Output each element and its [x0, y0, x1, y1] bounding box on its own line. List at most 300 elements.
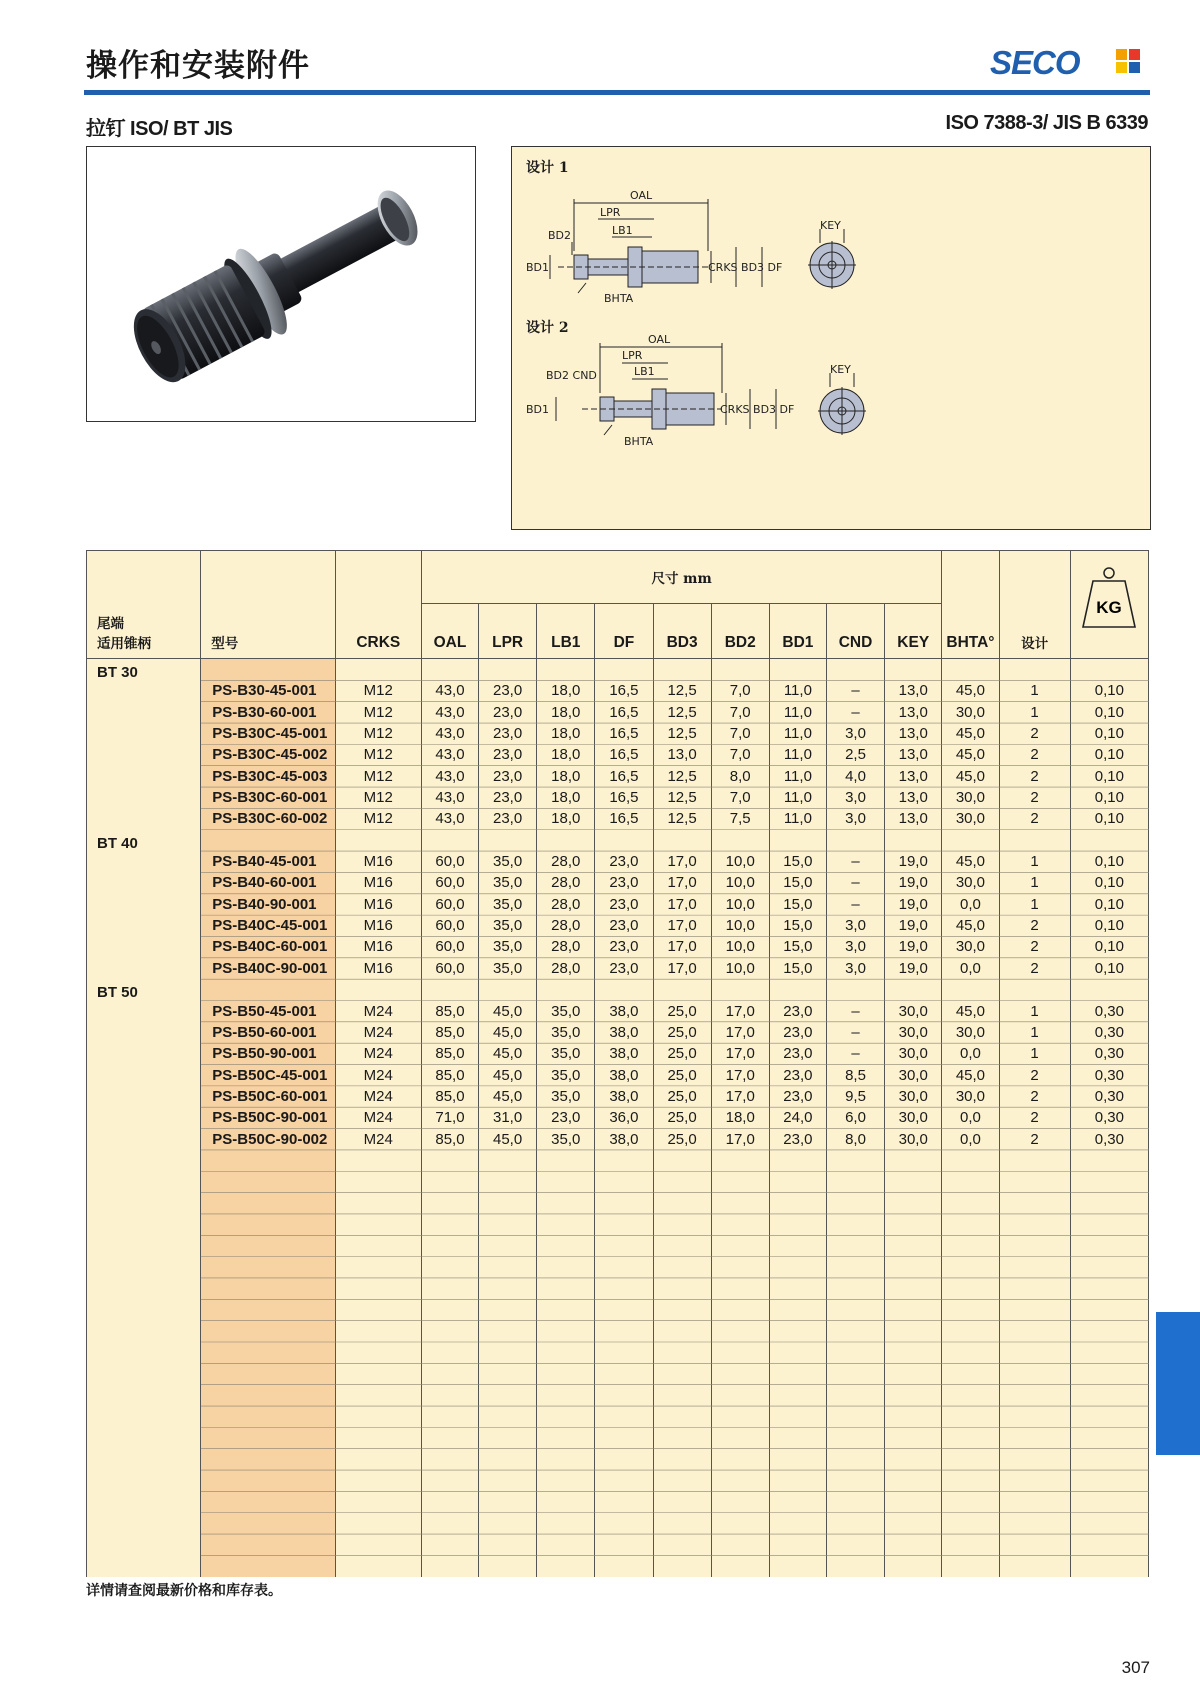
spec-table-wrap	[86, 550, 1149, 1574]
value-cell: 0,0	[942, 958, 999, 979]
empty-row	[87, 1193, 1149, 1214]
value-cell: 30,0	[885, 1086, 942, 1107]
empty-row	[87, 1491, 1149, 1512]
empty-cell	[201, 1449, 335, 1470]
value-cell: 2	[999, 744, 1070, 765]
empty-cell	[769, 1193, 826, 1214]
value-cell: 35,0	[479, 958, 537, 979]
value-cell: 15,0	[769, 915, 826, 936]
value-cell: 7,5	[711, 808, 769, 829]
value-cell: 24,0	[769, 1107, 826, 1128]
col-group-dims: 尺寸 mm	[421, 551, 941, 604]
value-cell: 23,0	[769, 1043, 826, 1064]
value-cell: 1	[999, 1022, 1070, 1043]
empty-cell	[595, 1491, 653, 1512]
empty-cell	[885, 979, 942, 1000]
empty-cell	[711, 1555, 769, 1576]
empty-cell	[1070, 1342, 1148, 1363]
empty-cell	[711, 979, 769, 1000]
value-cell: 23,0	[537, 1107, 595, 1128]
value-cell: 35,0	[479, 936, 537, 957]
value-cell: 45,0	[942, 766, 999, 787]
empty-cell	[479, 1513, 537, 1534]
empty-cell	[769, 1321, 826, 1342]
value-cell: 60,0	[421, 936, 478, 957]
value-cell: 60,0	[421, 958, 478, 979]
empty-cell	[201, 1278, 335, 1299]
empty-cell	[826, 1235, 884, 1256]
value-cell: 0,0	[942, 1043, 999, 1064]
empty-cell	[942, 1299, 999, 1320]
empty-cell	[537, 1257, 595, 1278]
empty-row	[87, 1470, 1149, 1491]
svg-text:LPR: LPR	[622, 349, 643, 362]
value-cell: 0,30	[1070, 1043, 1148, 1064]
empty-cell	[595, 1513, 653, 1534]
empty-cell	[653, 1427, 711, 1448]
page-title: 操作和安装附件	[86, 48, 310, 84]
empty-cell	[653, 1470, 711, 1491]
empty-cell	[769, 1214, 826, 1235]
empty-cell	[537, 1235, 595, 1256]
value-cell: 17,0	[653, 936, 711, 957]
empty-cell	[87, 1555, 201, 1576]
empty-cell	[942, 1342, 999, 1363]
value-cell: 2	[999, 915, 1070, 936]
empty-cell	[201, 1363, 335, 1384]
value-cell: 13,0	[653, 744, 711, 765]
empty-cell	[87, 1427, 201, 1448]
empty-cell	[537, 1150, 595, 1171]
empty-cell	[999, 1171, 1070, 1192]
empty-cell	[479, 1363, 537, 1384]
empty-cell	[421, 1427, 478, 1448]
empty-cell	[1070, 659, 1148, 681]
spec-table	[86, 550, 1149, 1577]
value-cell: 7,0	[711, 680, 769, 701]
value-cell: 12,5	[653, 787, 711, 808]
value-cell: 4,0	[826, 766, 884, 787]
model-cell: PS-B30C-45-003	[201, 766, 335, 787]
model-cell: PS-B30C-60-002	[201, 808, 335, 829]
empty-row	[87, 1150, 1149, 1171]
empty-cell	[826, 1555, 884, 1576]
value-cell: 3,0	[826, 915, 884, 936]
value-cell: M24	[335, 1022, 421, 1043]
empty-cell	[711, 1321, 769, 1342]
empty-cell	[999, 1235, 1070, 1256]
value-cell: M12	[335, 766, 421, 787]
empty-cell	[711, 1385, 769, 1406]
value-cell: 45,0	[942, 1001, 999, 1022]
value-cell: 7,0	[711, 787, 769, 808]
empty-cell	[942, 1491, 999, 1512]
col-bhta: BHTA°	[942, 551, 999, 659]
table-row	[87, 744, 1149, 765]
value-cell: M24	[335, 1086, 421, 1107]
empty-cell	[421, 1470, 478, 1491]
value-cell: 35,0	[537, 1022, 595, 1043]
value-cell: 18,0	[537, 702, 595, 723]
value-cell: 23,0	[595, 915, 653, 936]
empty-cell	[711, 1299, 769, 1320]
value-cell: 11,0	[769, 702, 826, 723]
value-cell: 0,30	[1070, 1001, 1148, 1022]
empty-cell	[201, 1342, 335, 1363]
value-cell: 23,0	[595, 894, 653, 915]
value-cell: 38,0	[595, 1043, 653, 1064]
empty-row	[87, 1427, 1149, 1448]
value-cell: M12	[335, 744, 421, 765]
empty-cell	[826, 1214, 884, 1235]
value-cell: M16	[335, 915, 421, 936]
seco-logo	[990, 46, 1146, 80]
value-cell: 16,5	[595, 702, 653, 723]
value-cell: 85,0	[421, 1065, 478, 1086]
empty-cell	[421, 1342, 478, 1363]
empty-cell	[653, 1171, 711, 1192]
empty-cell	[421, 1321, 478, 1342]
value-cell: 15,0	[769, 872, 826, 893]
empty-cell	[479, 979, 537, 1000]
value-cell: M24	[335, 1129, 421, 1150]
pull-stud-drawing	[512, 147, 1150, 529]
section-standard: ISO 7388-3/ JIS B 6339	[945, 112, 1148, 134]
value-cell: 17,0	[711, 1043, 769, 1064]
value-cell: 1	[999, 872, 1070, 893]
empty-cell	[885, 1534, 942, 1555]
empty-cell	[942, 1406, 999, 1427]
empty-cell	[826, 1171, 884, 1192]
empty-cell	[537, 1321, 595, 1342]
table-body	[87, 659, 1149, 1577]
table-row	[87, 1043, 1149, 1064]
empty-cell	[479, 1257, 537, 1278]
empty-cell	[826, 1427, 884, 1448]
value-cell: 18,0	[711, 1107, 769, 1128]
empty-cell	[479, 1427, 537, 1448]
value-cell: 43,0	[421, 766, 478, 787]
empty-cell	[87, 1214, 201, 1235]
empty-cell	[595, 1406, 653, 1427]
table-row	[87, 1065, 1149, 1086]
empty-cell	[711, 1278, 769, 1299]
value-cell: 35,0	[537, 1086, 595, 1107]
value-cell: 35,0	[479, 872, 537, 893]
empty-row	[87, 1555, 1149, 1576]
empty-cell	[1070, 1235, 1148, 1256]
empty-cell	[479, 1299, 537, 1320]
empty-cell	[421, 1534, 478, 1555]
value-cell: 13,0	[885, 680, 942, 701]
footer-note: 详情请查阅最新价格和库存表。	[86, 1583, 282, 1599]
section-subtitle: 拉钉 ISO/ BT JIS	[86, 118, 233, 140]
value-cell: 3,0	[826, 936, 884, 957]
empty-cell	[885, 1406, 942, 1427]
model-cell: PS-B30-60-001	[201, 702, 335, 723]
empty-cell	[711, 1171, 769, 1192]
empty-cell	[595, 1257, 653, 1278]
empty-cell	[885, 1363, 942, 1384]
value-cell: 6,0	[826, 1107, 884, 1128]
empty-cell	[201, 979, 335, 1000]
empty-cell	[942, 1513, 999, 1534]
empty-cell	[653, 1235, 711, 1256]
empty-cell	[885, 1342, 942, 1363]
empty-cell	[421, 1491, 478, 1512]
empty-cell	[201, 830, 335, 851]
svg-text:BHTA: BHTA	[604, 292, 634, 305]
value-cell: 25,0	[653, 1001, 711, 1022]
value-cell: 1	[999, 894, 1070, 915]
family-cell	[87, 979, 201, 1150]
table-row	[87, 1086, 1149, 1107]
value-cell: 23,0	[595, 958, 653, 979]
value-cell: 38,0	[595, 1086, 653, 1107]
col-cnd: CND	[826, 604, 884, 659]
empty-cell	[885, 1470, 942, 1491]
empty-cell	[201, 1193, 335, 1214]
value-cell: 12,5	[653, 723, 711, 744]
empty-cell	[769, 1449, 826, 1470]
value-cell: 35,0	[537, 1129, 595, 1150]
empty-cell	[595, 1321, 653, 1342]
empty-cell	[595, 1470, 653, 1491]
value-cell: M12	[335, 787, 421, 808]
empty-cell	[421, 979, 478, 1000]
empty-cell	[1070, 1385, 1148, 1406]
value-cell: 15,0	[769, 851, 826, 872]
value-cell: 30,0	[942, 787, 999, 808]
value-cell: M16	[335, 936, 421, 957]
model-cell: PS-B50-45-001	[201, 1001, 335, 1022]
value-cell: 16,5	[595, 787, 653, 808]
value-cell: 18,0	[537, 744, 595, 765]
empty-cell	[87, 1193, 201, 1214]
empty-cell	[335, 1406, 421, 1427]
empty-cell	[595, 1235, 653, 1256]
empty-cell	[479, 1534, 537, 1555]
value-cell: 15,0	[769, 958, 826, 979]
empty-cell	[999, 830, 1070, 851]
value-cell: 0,0	[942, 1129, 999, 1150]
value-cell: 3,0	[826, 723, 884, 744]
empty-cell	[711, 1406, 769, 1427]
empty-cell	[537, 659, 595, 681]
empty-cell	[711, 1214, 769, 1235]
table-row	[87, 936, 1149, 957]
value-cell: 13,0	[885, 766, 942, 787]
value-cell: 30,0	[885, 1043, 942, 1064]
col-bd2: BD2	[711, 604, 769, 659]
value-cell: 2,5	[826, 744, 884, 765]
value-cell: 45,0	[942, 1065, 999, 1086]
value-cell: 11,0	[769, 723, 826, 744]
empty-cell	[335, 1278, 421, 1299]
value-cell: 13,0	[885, 723, 942, 744]
empty-cell	[201, 1470, 335, 1491]
value-cell: 2	[999, 1065, 1070, 1086]
value-cell: 60,0	[421, 915, 478, 936]
empty-cell	[421, 1385, 478, 1406]
empty-cell	[826, 1278, 884, 1299]
empty-cell	[826, 1385, 884, 1406]
empty-cell	[769, 1470, 826, 1491]
empty-cell	[942, 1534, 999, 1555]
value-cell: 19,0	[885, 872, 942, 893]
svg-text:CRKS BD3 DF: CRKS BD3 DF	[708, 261, 783, 274]
empty-cell	[87, 1257, 201, 1278]
empty-cell	[335, 1257, 421, 1278]
empty-cell	[595, 1449, 653, 1470]
value-cell: 43,0	[421, 808, 478, 829]
empty-cell	[1070, 1363, 1148, 1384]
empty-cell	[201, 1299, 335, 1320]
empty-cell	[769, 1235, 826, 1256]
value-cell: 43,0	[421, 702, 478, 723]
empty-cell	[421, 1214, 478, 1235]
empty-cell	[537, 1470, 595, 1491]
value-cell: 23,0	[479, 680, 537, 701]
value-cell: 23,0	[769, 1001, 826, 1022]
value-cell: 16,5	[595, 808, 653, 829]
value-cell: 16,5	[595, 744, 653, 765]
value-cell: 2	[999, 1129, 1070, 1150]
svg-text:KG: KG	[1096, 598, 1123, 617]
empty-cell	[87, 1385, 201, 1406]
empty-cell	[826, 830, 884, 851]
empty-cell	[885, 659, 942, 681]
value-cell: 2	[999, 958, 1070, 979]
value-cell: 45,0	[942, 744, 999, 765]
empty-cell	[826, 979, 884, 1000]
empty-cell	[653, 1449, 711, 1470]
model-cell: PS-B40-60-001	[201, 872, 335, 893]
family-label: BT 50	[97, 984, 138, 1002]
empty-cell	[1070, 1491, 1148, 1512]
value-cell: –	[826, 894, 884, 915]
empty-cell	[335, 1534, 421, 1555]
empty-cell	[537, 1214, 595, 1235]
empty-cell	[335, 1449, 421, 1470]
empty-cell	[201, 659, 335, 681]
value-cell: 7,0	[711, 702, 769, 723]
value-cell: 10,0	[711, 894, 769, 915]
empty-cell	[201, 1534, 335, 1555]
value-cell: 13,0	[885, 808, 942, 829]
value-cell: 2	[999, 936, 1070, 957]
value-cell: M16	[335, 894, 421, 915]
value-cell: 10,0	[711, 851, 769, 872]
empty-cell	[87, 1321, 201, 1342]
empty-cell	[769, 1278, 826, 1299]
value-cell: 1	[999, 702, 1070, 723]
value-cell: 28,0	[537, 872, 595, 893]
empty-cell	[1070, 979, 1148, 1000]
empty-cell	[885, 1193, 942, 1214]
empty-cell	[885, 1235, 942, 1256]
value-cell: 85,0	[421, 1043, 478, 1064]
empty-cell	[769, 1363, 826, 1384]
svg-text:BD1: BD1	[526, 261, 550, 274]
value-cell: 30,0	[942, 1022, 999, 1043]
empty-cell	[87, 1406, 201, 1427]
value-cell: 1	[999, 1043, 1070, 1064]
empty-cell	[595, 1342, 653, 1363]
empty-cell	[87, 1150, 201, 1171]
empty-cell	[595, 1278, 653, 1299]
empty-cell	[479, 1321, 537, 1342]
design-diagrams	[511, 146, 1151, 530]
empty-cell	[479, 1449, 537, 1470]
empty-cell	[87, 1363, 201, 1384]
col-bd3: BD3	[653, 604, 711, 659]
empty-cell	[595, 1299, 653, 1320]
empty-row	[87, 1257, 1149, 1278]
empty-cell	[335, 1427, 421, 1448]
table-row	[87, 1001, 1149, 1022]
value-cell: 0,30	[1070, 1129, 1148, 1150]
empty-cell	[826, 1193, 884, 1214]
empty-cell	[769, 1150, 826, 1171]
empty-cell	[1070, 1406, 1148, 1427]
empty-cell	[711, 1150, 769, 1171]
empty-cell	[711, 1470, 769, 1491]
empty-cell	[826, 1406, 884, 1427]
value-cell: 60,0	[421, 894, 478, 915]
value-cell: 15,0	[769, 936, 826, 957]
table-row	[87, 958, 1149, 979]
empty-cell	[999, 1363, 1070, 1384]
empty-cell	[653, 1257, 711, 1278]
value-cell: 23,0	[769, 1129, 826, 1150]
empty-cell	[1070, 1470, 1148, 1491]
model-cell: PS-B30C-45-001	[201, 723, 335, 744]
group-header-row	[87, 659, 1149, 681]
value-cell: 19,0	[885, 915, 942, 936]
empty-cell	[537, 1193, 595, 1214]
empty-cell	[479, 1342, 537, 1363]
value-cell: 25,0	[653, 1086, 711, 1107]
empty-cell	[479, 1214, 537, 1235]
empty-cell	[942, 1257, 999, 1278]
empty-cell	[653, 1491, 711, 1512]
value-cell: 25,0	[653, 1022, 711, 1043]
value-cell: 28,0	[537, 936, 595, 957]
empty-cell	[201, 1555, 335, 1576]
group-header-row	[87, 979, 1149, 1000]
model-cell: PS-B50C-45-001	[201, 1065, 335, 1086]
empty-cell	[537, 1385, 595, 1406]
brand-wordmark: SECO	[990, 44, 1080, 81]
empty-cell	[711, 1363, 769, 1384]
value-cell: 23,0	[479, 766, 537, 787]
value-cell: M12	[335, 702, 421, 723]
empty-cell	[421, 1299, 478, 1320]
empty-cell	[595, 1193, 653, 1214]
svg-text:LB1: LB1	[634, 365, 655, 378]
value-cell: 45,0	[479, 1129, 537, 1150]
value-cell: 30,0	[885, 1107, 942, 1128]
empty-row	[87, 1171, 1149, 1192]
value-cell: M24	[335, 1001, 421, 1022]
value-cell: 43,0	[421, 744, 478, 765]
value-cell: 8,0	[711, 766, 769, 787]
empty-cell	[999, 1534, 1070, 1555]
col-family: 尾端 适用锥柄	[87, 551, 201, 659]
value-cell: 85,0	[421, 1001, 478, 1022]
empty-cell	[711, 1342, 769, 1363]
